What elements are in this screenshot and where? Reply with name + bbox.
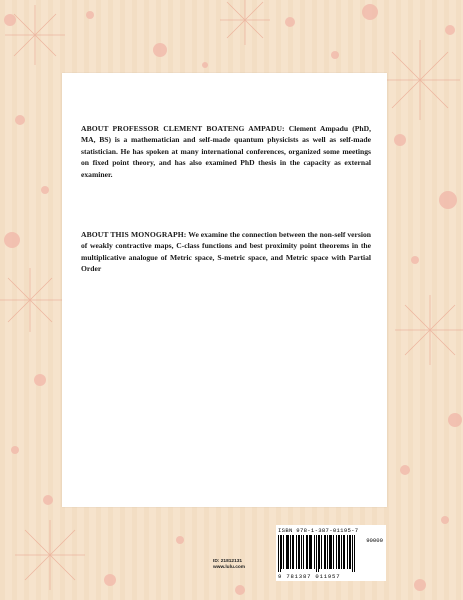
- barcode-bar: [347, 535, 348, 569]
- about-monograph-paragraph: [81, 229, 371, 275]
- price-code: 90000: [366, 537, 383, 544]
- barcode-bar: [331, 535, 332, 569]
- barcode-bar: [283, 535, 284, 569]
- barcode-bar: [306, 535, 307, 569]
- about-author-heading: ABOUT PROFESSOR CLEMENT BOATENG AMPADU:: [81, 124, 285, 133]
- barcode-bar: [311, 535, 312, 569]
- barcode-bar: [344, 535, 345, 569]
- barcode-bar: [343, 535, 344, 569]
- barcode-bar: [316, 535, 317, 572]
- barcode-digits: 9 781387 011957: [278, 573, 341, 580]
- barcode-bar: [290, 535, 291, 569]
- barcode-bar: [303, 535, 304, 569]
- barcode-bar: [324, 535, 325, 569]
- barcode-bar: [336, 535, 337, 569]
- barcode-bar: [280, 535, 281, 572]
- about-author-paragraph: [81, 123, 371, 180]
- about-monograph-heading: ABOUT THIS MONOGRAPH:: [81, 230, 187, 239]
- barcode-bar: [301, 535, 302, 569]
- publisher-info: [213, 559, 245, 571]
- barcode-bar: [298, 535, 299, 569]
- barcode-bar: [338, 535, 339, 569]
- barcode-bar: [330, 535, 331, 569]
- barcode-bar: [314, 535, 315, 569]
- barcode-bar: [318, 535, 319, 572]
- barcode-bar: [286, 535, 287, 569]
- barcode-bar: [310, 535, 311, 569]
- barcode-bar: [333, 535, 334, 569]
- barcode-bar: [329, 535, 330, 569]
- barcode-bar: [319, 535, 320, 569]
- barcode-bar: [341, 535, 342, 569]
- publisher-id: ID: 21812131: [213, 559, 243, 564]
- barcode-bar: [299, 535, 300, 569]
- publisher-site: www.lulu.com: [213, 565, 246, 570]
- barcode-bar: [292, 535, 293, 569]
- barcode-bar: [287, 535, 288, 569]
- barcode-bar: [281, 535, 282, 569]
- isbn-barcode: [276, 525, 386, 581]
- barcode-bar: [325, 535, 326, 569]
- barcode-bar: [352, 535, 353, 572]
- text-panel: [62, 73, 387, 507]
- barcode-bar: [293, 535, 294, 569]
- barcode-bar: [321, 535, 322, 569]
- barcode-bar: [309, 535, 310, 569]
- barcode-bar: [288, 535, 289, 569]
- barcode-bar: [327, 535, 328, 569]
- barcode-bar: [296, 535, 297, 569]
- barcode-bar: [350, 535, 351, 569]
- barcode-bar: [278, 535, 279, 572]
- about-author-body: Clement Ampadu (PhD, MA, BS) is a mathematician and self-made quantum physicists as well as self-made statistician. He has spoken at many international conferences, organized some meetings on fixed point theory, and has also examined PhD thesis in the capacity as external examiner.: [81, 124, 371, 179]
- isbn-label: ISBN 978-1-387-01195-7: [278, 527, 359, 534]
- barcode-bars: [278, 535, 358, 572]
- barcode-bar: [349, 535, 350, 569]
- barcode-bar: [307, 535, 308, 569]
- barcode-bar: [354, 535, 355, 572]
- barcode-bar: [339, 535, 340, 569]
- about-monograph-body: We examine the connection between the non-self version of weakly contractive maps, C-class functions and best proximity point theorems in the multiplicative analogue of Metric space, S-metric space, and Metric space with Partial Order: [81, 230, 371, 274]
